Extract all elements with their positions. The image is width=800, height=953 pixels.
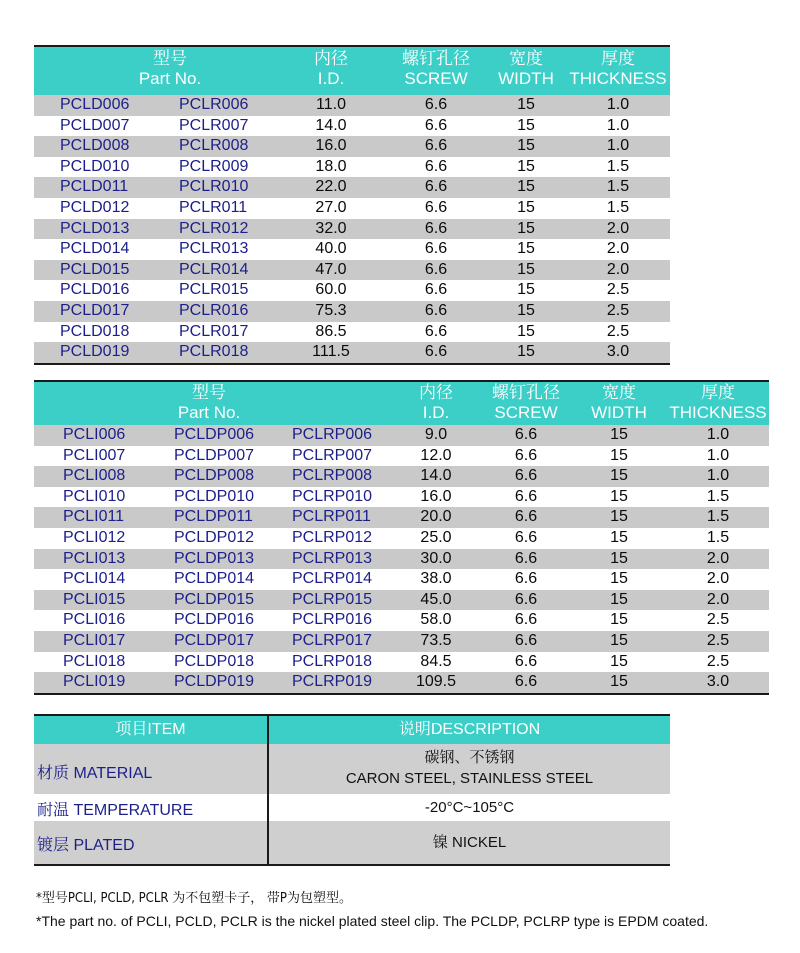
cell-width: 15 [610,570,628,588]
cell-width: 15 [610,611,628,629]
cell-part-no-pclr: PCLR017 [179,322,249,340]
cell-part-no-pcldp: PCLDP007 [174,446,255,464]
cell-part-no-pcld: PCLD019 [60,343,130,361]
cell-id: 11.0 [316,96,346,113]
cell-screw: 6.6 [424,240,448,258]
cell-id: 38.0 [420,570,452,588]
cell-screw: 6.6 [424,343,448,361]
table-row [34,260,670,281]
cell-screw: 6.6 [424,198,448,216]
cell-id: 14.0 [315,116,347,134]
cell-screw: 6.6 [424,116,448,134]
cell-id: 20.0 [420,508,452,526]
table-row [34,301,670,322]
cell-width: 15 [610,673,628,691]
header-id: 内径 I.D. [419,383,453,422]
cell-id: 27.0 [315,198,347,216]
cell-part-no-pcld: PCLD015 [60,260,130,278]
note-en: *The part no. of PCLI, PCLD, PCLR is the nickel plated steel clip. The PCLDP, PCLRP type is EPDM coated. [36,913,709,929]
cell-part-no-pclrp: PCLRP015 [292,590,373,608]
cell-part-no-pcldp: PCLDP008 [174,467,255,485]
cell-screw: 6.6 [424,301,448,319]
table-row [34,446,769,467]
table-row [34,136,670,157]
cell-thickness: 3.0 [706,673,730,691]
cell-part-no-pcldp: PCLDP014 [174,570,255,588]
header-description: 说明DESCRIPTION [398,721,541,738]
material-label: 材质 MATERIAL [37,765,153,782]
cell-part-no-pclrp: PCLRP017 [292,631,373,649]
table-body [34,425,769,693]
cell-thickness: 2.0 [606,219,630,237]
cell-thickness: 1.0 [606,116,630,134]
cell-part-no-pclrp: PCLRP006 [292,426,373,443]
material-row [34,744,670,794]
cell-width: 15 [517,219,535,237]
cell-thickness: 2.0 [706,549,730,567]
cell-width: 15 [610,426,628,443]
cell-part-no-pcldp: PCLDP012 [174,528,255,546]
table-row [34,322,670,343]
cell-screw: 6.6 [514,631,538,649]
cell-width: 15 [517,96,535,113]
cell-part-no-pclr: PCLR012 [179,219,249,237]
cell-part-no-pclrp: PCLRP013 [292,549,373,567]
cell-screw: 6.6 [424,157,448,175]
cell-part-no-pclrp: PCLRP018 [292,652,373,670]
cell-screw: 6.6 [514,590,538,608]
cell-width: 15 [610,590,628,608]
cell-screw: 6.6 [424,281,448,299]
cell-screw: 6.6 [514,673,538,691]
footnotes [36,888,708,932]
cell-part-no-pcldp: PCLDP011 [174,508,253,526]
cell-part-no-pcld: PCLD017 [60,301,130,319]
cell-part-no-pclrp: PCLRP008 [292,467,373,485]
cell-thickness: 2.5 [606,281,630,299]
cell-id: 45.0 [420,590,452,608]
cell-id: 12.0 [420,446,452,464]
cell-screw: 6.6 [514,426,538,443]
cell-id: 86.5 [315,322,347,340]
cell-thickness: 2.5 [606,322,630,340]
cell-screw: 6.6 [514,487,538,505]
cell-thickness: 1.5 [606,178,630,196]
table-row [34,425,769,446]
cell-thickness: 1.5 [606,157,630,175]
cell-screw: 6.6 [514,570,538,588]
table-row [34,487,769,508]
cell-width: 15 [517,116,535,134]
cell-id: 84.5 [420,652,452,670]
cell-part-no-pcld: PCLD010 [60,157,130,175]
cell-part-no-pclrp: PCLRP011 [292,508,371,526]
cell-width: 15 [517,178,535,196]
table-row [34,652,769,673]
cell-thickness: 1.5 [706,508,730,526]
cell-id: 22.0 [315,178,347,196]
table-row [34,466,769,487]
cell-width: 15 [610,631,628,649]
cell-screw: 6.6 [514,611,538,629]
plated-row [34,821,670,864]
cell-thickness: 2.5 [606,301,630,319]
cell-thickness: 2.5 [706,652,730,670]
cell-part-no-pcld: PCLD014 [60,240,130,258]
table-row [34,95,670,116]
table-header [34,382,769,425]
header-id: 内径 I.D. [314,49,348,88]
cell-width: 15 [517,198,535,216]
table-header [34,47,670,95]
table-row [34,610,769,631]
table-body [34,95,670,363]
cell-part-no-pcld: PCLD012 [60,198,130,216]
cell-part-no-pclr: PCLR016 [179,301,249,319]
cell-part-no-pcli: PCLI018 [63,652,126,670]
cell-id: 9.0 [424,426,448,443]
cell-part-no-pcli: PCLI014 [63,570,126,588]
cell-part-no-pcld: PCLD013 [60,219,130,237]
cell-thickness: 3.0 [606,343,630,361]
cell-screw: 6.6 [424,178,448,196]
cell-part-no-pcldp: PCLDP016 [174,611,255,629]
cell-part-no-pclr: PCLR007 [179,116,249,134]
cell-part-no-pclr: PCLR009 [179,157,249,175]
table-row [34,590,769,611]
table-row [34,177,670,198]
cell-part-no-pclr: PCLR014 [179,260,249,278]
cell-part-no-pcld: PCLD007 [60,116,130,134]
cell-id: 16.0 [315,137,347,155]
table-row [34,157,670,178]
cell-part-no-pcld: PCLD008 [60,137,130,155]
table-row [34,631,769,652]
cell-screw: 6.6 [424,137,448,155]
cell-part-no-pclrp: PCLRP016 [292,611,373,629]
table-row [34,116,670,137]
cell-id: 25.0 [420,528,452,546]
cell-part-no-pcldp: PCLDP013 [174,549,255,567]
table-row [34,198,670,219]
cell-part-no-pcli: PCLI013 [63,549,126,567]
cell-thickness: 1.0 [706,446,730,464]
cell-part-no-pclr: PCLR013 [179,240,249,258]
cell-part-no-pcldp: PCLDP018 [174,652,255,670]
cell-id: 58.0 [420,611,452,629]
cell-width: 15 [517,260,535,278]
cell-thickness: 1.0 [706,467,730,485]
properties-header [34,716,670,744]
cell-part-no-pcld: PCLD006 [60,96,130,113]
cell-id: 14.0 [420,467,452,485]
cell-thickness: 1.0 [606,137,630,155]
table-row [34,569,769,590]
header-width: 宽度 WIDTH [498,49,554,88]
cell-width: 15 [610,508,628,526]
cell-screw: 6.6 [514,549,538,567]
cell-width: 15 [517,322,535,340]
cell-part-no-pcldp: PCLDP017 [174,631,255,649]
cell-width: 15 [610,487,628,505]
spec-table-1 [34,45,670,365]
cell-part-no-pcli: PCLI010 [63,487,126,505]
cell-thickness: 2.0 [706,590,730,608]
cell-part-no-pclrp: PCLRP019 [292,673,373,691]
header-screw: 螺钉孔径 SCREW [402,49,470,88]
cell-part-no-pclrp: PCLRP012 [292,528,373,546]
cell-width: 15 [517,157,535,175]
cell-screw: 6.6 [424,96,448,113]
cell-width: 15 [517,281,535,299]
cell-part-no-pcldp: PCLDP019 [174,673,255,691]
cell-width: 15 [517,343,535,361]
cell-part-no-pcld: PCLD011 [60,178,129,196]
cell-width: 15 [610,528,628,546]
cell-id: 16.0 [420,487,452,505]
cell-thickness: 2.5 [706,631,730,649]
table-row [34,672,769,693]
cell-part-no-pcld: PCLD016 [60,281,130,299]
cell-width: 15 [610,446,628,464]
cell-thickness: 2.5 [706,611,730,629]
cell-id: 109.5 [415,673,457,691]
cell-part-no-pclr: PCLR015 [179,281,249,299]
cell-id: 47.0 [315,260,347,278]
cell-screw: 6.6 [514,528,538,546]
cell-id: 30.0 [420,549,452,567]
table-row [34,528,769,549]
cell-screw: 6.6 [424,322,448,340]
table-row [34,280,670,301]
plated-label: 镀层 PLATED [37,837,135,854]
cell-part-no-pclr: PCLR008 [179,137,249,155]
cell-id: 60.0 [315,281,347,299]
header-thickness: 厚度 THICKNESS [569,49,667,88]
cell-thickness: 1.0 [706,426,730,443]
cell-thickness: 1.0 [606,96,630,113]
cell-part-no-pclrp: PCLRP010 [292,487,373,505]
table-row [34,219,670,240]
temperature-value: -20°C~105°C [424,799,515,816]
cell-thickness: 1.5 [606,198,630,216]
cell-part-no-pcli: PCLI006 [63,426,126,443]
cell-width: 15 [517,301,535,319]
table-row [34,239,670,260]
cell-width: 15 [517,240,535,258]
header-thickness: 厚度 THICKNESS [669,383,767,422]
cell-part-no-pcli: PCLI017 [63,631,126,649]
material-value-en: CARON STEEL, STAINLESS STEEL [345,770,594,787]
cell-screw: 6.6 [424,219,448,237]
temperature-label: 耐温 TEMPERATURE [37,802,194,819]
cell-id: 32.0 [315,219,347,237]
cell-part-no-pcli: PCLI008 [63,467,126,485]
cell-screw: 6.6 [424,260,448,278]
cell-width: 15 [517,137,535,155]
cell-width: 15 [610,467,628,485]
table-row [34,549,769,570]
cell-width: 15 [610,549,628,567]
cell-screw: 6.6 [514,508,538,526]
cell-part-no-pcli: PCLI015 [63,590,126,608]
cell-part-no-pcld: PCLD018 [60,322,130,340]
cell-thickness: 1.5 [706,487,730,505]
cell-part-no-pcldp: PCLDP006 [174,426,255,443]
cell-part-no-pcli: PCLI019 [63,673,126,691]
cell-id: 111.5 [312,343,350,361]
header-screw: 螺钉孔径 SCREW [492,383,560,422]
cell-part-no-pcli: PCLI011 [63,508,125,526]
table-row [34,507,769,528]
cell-part-no-pclr: PCLR010 [179,178,249,196]
cell-part-no-pcldp: PCLDP010 [174,487,255,505]
plated-value: 镍 NICKEL [432,834,507,851]
material-value-zh: 碳钢、不锈钢 [424,748,515,766]
cell-screw: 6.6 [514,467,538,485]
cell-thickness: 2.0 [606,260,630,278]
note-zh: *型号PCLI, PCLD, PCLR 为不包塑卡子， 带P为包塑型。 [36,891,352,906]
cell-id: 18.0 [315,157,347,175]
header-width: 宽度 WIDTH [591,383,647,422]
cell-part-no-pclrp: PCLRP007 [292,446,373,464]
cell-part-no-pcli: PCLI016 [63,611,126,629]
cell-screw: 6.6 [514,446,538,464]
properties-table [34,714,670,866]
cell-id: 73.5 [420,631,452,649]
cell-thickness: 2.0 [606,240,630,258]
cell-part-no-pclr: PCLR018 [179,343,249,361]
cell-part-no-pcli: PCLI007 [63,446,126,464]
cell-part-no-pcli: PCLI012 [63,528,126,546]
cell-part-no-pclrp: PCLRP014 [292,570,373,588]
header-part-no: 型号 Part No. [177,383,241,422]
cell-part-no-pclr: PCLR006 [179,96,249,113]
cell-part-no-pclr: PCLR011 [179,198,248,216]
cell-part-no-pcldp: PCLDP015 [174,590,255,608]
cell-thickness: 1.5 [706,528,730,546]
temperature-row [34,794,670,821]
cell-id: 40.0 [315,240,347,258]
header-item: 项目ITEM [34,716,269,744]
cell-width: 15 [610,652,628,670]
spec-table-2 [34,380,769,695]
cell-screw: 6.6 [514,652,538,670]
table-row [34,342,670,363]
cell-thickness: 2.0 [706,570,730,588]
header-part-no: 型号 Part No. [138,49,202,88]
cell-id: 75.3 [315,301,347,319]
